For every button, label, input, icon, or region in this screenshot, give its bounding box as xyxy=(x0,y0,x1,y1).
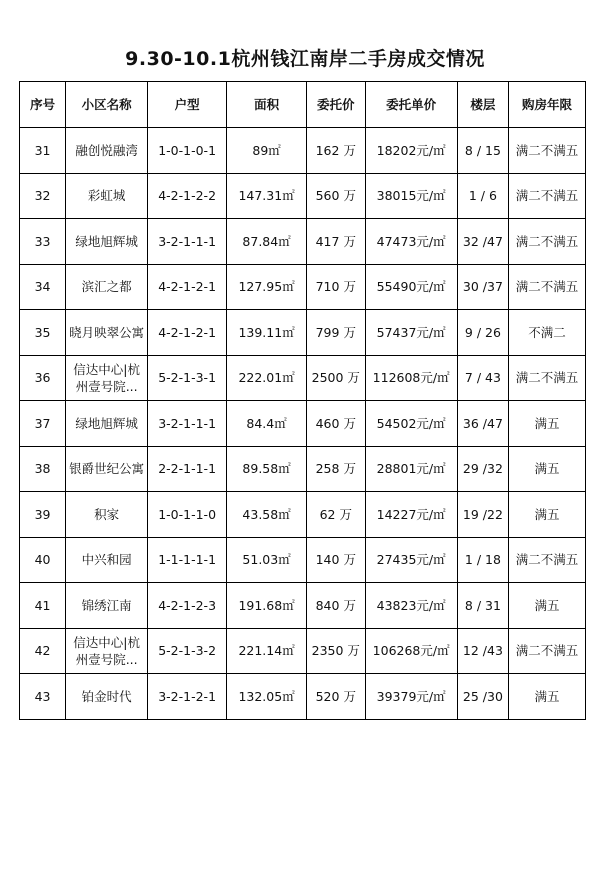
table-row xyxy=(20,583,586,629)
cell-text: 89㎡ xyxy=(252,142,281,158)
cell-text: 2-2-1-1-1 xyxy=(158,461,217,477)
table-cell-price xyxy=(307,355,365,401)
table-cell-ownership-years xyxy=(509,310,586,356)
cell-text: 满五 xyxy=(534,506,560,522)
cell-text: 42 xyxy=(34,643,51,659)
table-cell-price xyxy=(307,219,365,265)
table-cell-layout xyxy=(148,537,227,583)
cell-text: 铂金时代 xyxy=(81,688,132,704)
table-body xyxy=(20,128,586,720)
column-header-col-ownership-years: 购房年限 xyxy=(509,82,586,128)
table-row xyxy=(20,128,586,174)
cell-text: 27435元/㎡ xyxy=(376,552,446,568)
table-cell-area xyxy=(227,628,307,674)
table-cell-ownership-years xyxy=(509,219,586,265)
cell-text: 不满二 xyxy=(528,324,566,340)
cell-text: 35 xyxy=(34,324,51,340)
cell-text: 14227元/㎡ xyxy=(376,506,446,522)
cell-text: 47473元/㎡ xyxy=(376,233,446,249)
table-cell-floor xyxy=(457,128,508,174)
table-cell-index xyxy=(20,583,66,629)
cell-text: 12 /43 xyxy=(462,643,503,659)
cell-text: 25 /30 xyxy=(462,688,503,704)
cell-text: 54502元/㎡ xyxy=(376,415,446,431)
table-row xyxy=(20,173,586,219)
table-cell-area xyxy=(227,173,307,219)
table-cell-area xyxy=(227,310,307,356)
cell-text: 银爵世纪公寓 xyxy=(69,461,145,477)
table-row xyxy=(20,492,586,538)
column-header-col-unit-price: 委托单价 xyxy=(365,82,457,128)
table-cell-floor xyxy=(457,446,508,492)
table-cell-area xyxy=(227,446,307,492)
cell-text: 1-0-1-1-0 xyxy=(158,506,217,522)
cell-text: 36 xyxy=(34,370,51,386)
table-row xyxy=(20,674,586,720)
cell-text: 38015元/㎡ xyxy=(376,188,446,204)
cell-text: 840 万 xyxy=(315,597,356,613)
table-cell-community xyxy=(66,583,148,629)
cell-text: 1 / 18 xyxy=(464,552,501,568)
cell-text: 7 / 43 xyxy=(464,370,501,386)
cell-text: 32 /47 xyxy=(462,233,503,249)
table-cell-index xyxy=(20,355,66,401)
cell-text: 4-2-1-2-3 xyxy=(158,597,217,613)
table-cell-unit-price xyxy=(365,264,457,310)
table-cell-community xyxy=(66,173,148,219)
cell-text: 3-2-1-1-1 xyxy=(158,233,217,249)
cell-text: 信达中心|杭州壹号院... xyxy=(73,361,140,394)
table-cell-ownership-years xyxy=(509,628,586,674)
table-cell-index xyxy=(20,537,66,583)
table-cell-floor xyxy=(457,492,508,538)
column-header-col-community: 小区名称 xyxy=(66,82,148,128)
cell-text: 2500 万 xyxy=(311,370,360,386)
table-cell-ownership-years xyxy=(509,583,586,629)
table-cell-unit-price xyxy=(365,173,457,219)
table-cell-community xyxy=(66,628,148,674)
table-cell-price xyxy=(307,628,365,674)
cell-text: 417 万 xyxy=(315,233,356,249)
cell-text: 融创悦融湾 xyxy=(75,142,138,158)
cell-text: 43.58㎡ xyxy=(242,506,291,522)
table-cell-area xyxy=(227,583,307,629)
table-row xyxy=(20,537,586,583)
cell-text: 560 万 xyxy=(315,188,356,204)
table-cell-price xyxy=(307,310,365,356)
table-cell-layout xyxy=(148,264,227,310)
cell-text: 满五 xyxy=(534,415,560,431)
cell-text: 满二不满五 xyxy=(515,279,579,295)
table-cell-price xyxy=(307,173,365,219)
cell-text: 36 /47 xyxy=(462,415,503,431)
table-cell-ownership-years xyxy=(509,401,586,447)
table-cell-index xyxy=(20,264,66,310)
table-cell-community xyxy=(66,446,148,492)
table-cell-price xyxy=(307,264,365,310)
table-cell-price xyxy=(307,674,365,720)
table-cell-index xyxy=(20,128,66,174)
table-cell-price xyxy=(307,128,365,174)
cell-text: 55490元/㎡ xyxy=(376,279,446,295)
table-cell-ownership-years xyxy=(509,173,586,219)
cell-text: 8 / 31 xyxy=(464,597,501,613)
transactions-table xyxy=(19,81,586,720)
table-cell-floor xyxy=(457,401,508,447)
table-cell-area xyxy=(227,264,307,310)
page-title: 9.30-10.1杭州钱江南岸二手房成交情况 xyxy=(125,48,485,70)
table-cell-price xyxy=(307,492,365,538)
table-cell-community xyxy=(66,264,148,310)
table-cell-community xyxy=(66,401,148,447)
table-cell-floor xyxy=(457,219,508,265)
table-cell-community xyxy=(66,128,148,174)
table-cell-area xyxy=(227,674,307,720)
table-cell-layout xyxy=(148,674,227,720)
table-cell-layout xyxy=(148,128,227,174)
cell-text: 4-2-1-2-2 xyxy=(158,188,217,204)
cell-text: 18202元/㎡ xyxy=(376,142,446,158)
table-cell-index xyxy=(20,628,66,674)
cell-text: 滨汇之都 xyxy=(81,279,132,295)
cell-text: 799 万 xyxy=(315,324,356,340)
cell-text: 191.68㎡ xyxy=(238,597,295,613)
table-cell-community xyxy=(66,492,148,538)
table-cell-ownership-years xyxy=(509,264,586,310)
table-cell-community xyxy=(66,355,148,401)
cell-text: 106268元/㎡ xyxy=(372,643,450,659)
cell-text: 满二不满五 xyxy=(515,233,579,249)
cell-text: 162 万 xyxy=(315,142,356,158)
cell-text: 锦绣江南 xyxy=(81,597,132,613)
table-row xyxy=(20,355,586,401)
cell-text: 43823元/㎡ xyxy=(376,597,446,613)
cell-text: 满二不满五 xyxy=(515,643,579,659)
cell-text: 28801元/㎡ xyxy=(376,461,446,477)
cell-text: 222.01㎡ xyxy=(238,370,295,386)
table-cell-unit-price xyxy=(365,628,457,674)
cell-text: 460 万 xyxy=(315,415,356,431)
table-cell-price xyxy=(307,583,365,629)
cell-text: 3-2-1-1-1 xyxy=(158,415,217,431)
cell-text: 51.03㎡ xyxy=(242,552,291,568)
cell-text: 8 / 15 xyxy=(464,142,501,158)
table-cell-ownership-years xyxy=(509,446,586,492)
cell-text: 29 /32 xyxy=(462,461,503,477)
table-row xyxy=(20,628,586,674)
cell-text: 满二不满五 xyxy=(515,552,579,568)
cell-text: 221.14㎡ xyxy=(238,643,295,659)
cell-text: 132.05㎡ xyxy=(238,688,295,704)
table-cell-layout xyxy=(148,492,227,538)
table-cell-floor xyxy=(457,310,508,356)
table-cell-unit-price xyxy=(365,310,457,356)
column-header-col-floor: 楼层 xyxy=(457,82,508,128)
table-cell-community xyxy=(66,537,148,583)
cell-text: 43 xyxy=(34,688,51,704)
table-cell-ownership-years xyxy=(509,537,586,583)
cell-text: 710 万 xyxy=(315,279,356,295)
cell-text: 3-2-1-2-1 xyxy=(158,688,217,704)
cell-text: 57437元/㎡ xyxy=(376,324,446,340)
cell-text: 19 /22 xyxy=(462,506,503,522)
table-cell-ownership-years xyxy=(509,355,586,401)
cell-text: 5-2-1-3-1 xyxy=(158,370,217,386)
table-cell-unit-price xyxy=(365,355,457,401)
cell-text: 31 xyxy=(34,142,51,158)
cell-text: 绿地旭辉城 xyxy=(75,415,138,431)
table-cell-floor xyxy=(457,628,508,674)
cell-text: 1-1-1-1-1 xyxy=(158,552,217,568)
cell-text: 37 xyxy=(34,415,51,431)
cell-text: 积家 xyxy=(94,506,120,522)
table-cell-ownership-years xyxy=(509,492,586,538)
table-cell-index xyxy=(20,173,66,219)
table-cell-area xyxy=(227,128,307,174)
table-cell-price xyxy=(307,537,365,583)
table-cell-layout xyxy=(148,219,227,265)
table-cell-unit-price xyxy=(365,219,457,265)
cell-text: 84.4㎡ xyxy=(246,415,287,431)
cell-text: 9 / 26 xyxy=(464,324,501,340)
cell-text: 4-2-1-2-1 xyxy=(158,279,217,295)
cell-text: 4-2-1-2-1 xyxy=(158,324,217,340)
cell-text: 147.31㎡ xyxy=(238,188,295,204)
table-cell-layout xyxy=(148,310,227,356)
cell-text: 62 万 xyxy=(319,506,352,522)
table-cell-price xyxy=(307,446,365,492)
cell-text: 满二不满五 xyxy=(515,142,579,158)
cell-text: 38 xyxy=(34,461,51,477)
cell-text: 34 xyxy=(34,279,51,295)
column-header-col-price: 委托价 xyxy=(307,82,365,128)
table-cell-area xyxy=(227,219,307,265)
cell-text: 晓月映翠公寓 xyxy=(69,324,145,340)
cell-text: 33 xyxy=(34,233,51,249)
table-cell-unit-price xyxy=(365,674,457,720)
cell-text: 41 xyxy=(34,597,51,613)
table-cell-floor xyxy=(457,355,508,401)
cell-text: 139.11㎡ xyxy=(238,324,295,340)
column-header-col-index: 序号 xyxy=(20,82,66,128)
table-cell-area xyxy=(227,537,307,583)
table-cell-index xyxy=(20,446,66,492)
cell-text: 满五 xyxy=(534,461,560,477)
cell-text: 32 xyxy=(34,188,51,204)
cell-text: 满二不满五 xyxy=(515,188,579,204)
table-cell-price xyxy=(307,401,365,447)
cell-text: 满二不满五 xyxy=(515,370,579,386)
table-cell-floor xyxy=(457,537,508,583)
table-row xyxy=(20,264,586,310)
table-row xyxy=(20,446,586,492)
cell-text: 1-0-1-0-1 xyxy=(158,142,217,158)
table-cell-layout xyxy=(148,583,227,629)
cell-text: 40 xyxy=(34,552,51,568)
table-cell-index xyxy=(20,674,66,720)
table-cell-unit-price xyxy=(365,537,457,583)
table-cell-ownership-years xyxy=(509,128,586,174)
table-cell-layout xyxy=(148,173,227,219)
cell-text: 89.58㎡ xyxy=(242,461,291,477)
cell-text: 87.84㎡ xyxy=(242,233,291,249)
table-cell-unit-price xyxy=(365,401,457,447)
table-cell-floor xyxy=(457,583,508,629)
table-row xyxy=(20,219,586,265)
table-cell-community xyxy=(66,310,148,356)
cell-text: 112608元/㎡ xyxy=(372,370,450,386)
header-row xyxy=(20,82,586,128)
cell-text: 满五 xyxy=(534,688,560,704)
cell-text: 5-2-1-3-2 xyxy=(158,643,217,659)
table-cell-index xyxy=(20,401,66,447)
table-cell-index xyxy=(20,219,66,265)
table-cell-unit-price xyxy=(365,446,457,492)
table-cell-area xyxy=(227,492,307,538)
cell-text: 140 万 xyxy=(315,552,356,568)
cell-text: 绿地旭辉城 xyxy=(75,233,138,249)
column-header-col-layout: 户型 xyxy=(148,82,227,128)
table-cell-community xyxy=(66,219,148,265)
cell-text: 39 xyxy=(34,506,51,522)
cell-text: 1 / 6 xyxy=(468,188,497,204)
table-cell-layout xyxy=(148,446,227,492)
table-cell-unit-price xyxy=(365,492,457,538)
cell-text: 满五 xyxy=(534,597,560,613)
column-header-col-area: 面积 xyxy=(227,82,307,128)
cell-text: 中兴和园 xyxy=(81,552,132,568)
cell-text: 127.95㎡ xyxy=(238,279,295,295)
table-cell-ownership-years xyxy=(509,674,586,720)
table-cell-index xyxy=(20,310,66,356)
cell-text: 30 /37 xyxy=(462,279,503,295)
cell-text: 信达中心|杭州壹号院... xyxy=(73,634,140,667)
cell-text: 2350 万 xyxy=(311,643,360,659)
table-cell-layout xyxy=(148,355,227,401)
table-cell-floor xyxy=(457,264,508,310)
cell-text: 520 万 xyxy=(315,688,356,704)
table-cell-layout xyxy=(148,401,227,447)
table-cell-unit-price xyxy=(365,583,457,629)
table-row xyxy=(20,401,586,447)
table-cell-index xyxy=(20,492,66,538)
table-cell-floor xyxy=(457,173,508,219)
cell-text: 39379元/㎡ xyxy=(376,688,446,704)
table-cell-unit-price xyxy=(365,128,457,174)
table-row xyxy=(20,310,586,356)
cell-text: 彩虹城 xyxy=(87,188,126,204)
table-cell-floor xyxy=(457,674,508,720)
table-cell-community xyxy=(66,674,148,720)
table-cell-area xyxy=(227,355,307,401)
table-cell-area xyxy=(227,401,307,447)
cell-text: 258 万 xyxy=(315,461,356,477)
table-cell-layout xyxy=(148,628,227,674)
